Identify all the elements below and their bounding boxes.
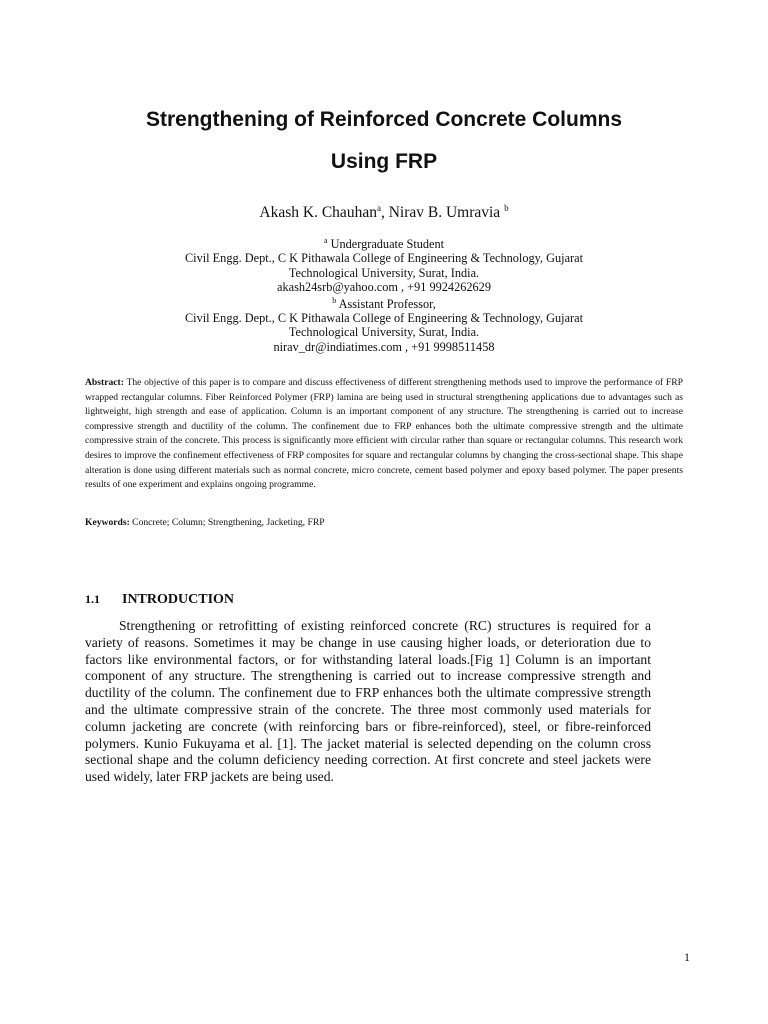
keywords-label: Keywords: (85, 517, 130, 528)
paper-title-line-1: Strengthening of Reinforced Concrete Columns (145, 108, 623, 131)
affiliations-block (0, 234, 768, 354)
author-1: Akash K. Chauhan (259, 204, 377, 222)
abstract (85, 376, 683, 493)
affiliation-a-role: $^a$ Undergraduate Student (323, 236, 445, 252)
section-heading (85, 592, 234, 608)
affiliation-b-contact: nirav_dr@indiatimes.com , +91 9998511458 (273, 339, 495, 354)
affiliation-a-mark: a (323, 236, 328, 245)
author-2-affiliation-mark: b (504, 203, 509, 213)
keywords-text: Concrete; Column; Strengthening, Jacketing, FRP (129, 517, 325, 528)
affiliation-b-line-1: Civil Engg. Dept., C K Pithawala College of Engineering & Technology, Gujarat (184, 311, 584, 326)
affiliation-a-line-1: Civil Engg. Dept., C K Pithawala College of Engineering & Technology, Gujarat (184, 251, 584, 266)
page-number: 1 (684, 950, 690, 964)
abstract-label: Abstract: (85, 377, 124, 388)
author-list (0, 203, 768, 222)
section-title: INTRODUCTION (122, 592, 235, 607)
abstract-text: The objective of this paper is to compare and discuss effectiveness of different strengthening methods used to improve the performance of FRP wrapped rectangular columns. Fiber Reinforced Polymer (FRP) lamina are being used in structural strengthening applications due to advantages such as lightweight, high strength and ease of application. Column is an important component of any structure. The strengthening is carried out to increase compressive strength and ductility of the column. The confinement due to FRP enhances both the ultimate compressive strength and the ultimate compressive strain of the concrete. This process is significantly more efficient with circular rather than square or rectangular columns. This research work desires to improve the confinement effectiveness of FRP composites for square and rectangular columns by changing the cross-sectional shape. This shape alteration is done using different materials such as normal concrete, micro concrete, cement based polymer and epoxy based polymer. The paper presents results of one experiment and explains ongoing programme. (85, 377, 683, 491)
introduction-paragraph: Strengthening or retrofitting of existing reinforced concrete (RC) structures is required for a variety of reasons. Sometimes it may be change in use causing higher loads, or deterioration due to factors like environmental factors, or for withstanding lateral loads.[Fig 1] Column is an important component of any structure. The strengthening is carried out to increase compressive strength and ductility of the column. The confinement due to FRP enhances both the ultimate compressive strength and the ultimate compressive strain of the concrete. The three most commonly used materials for column jacketing are concrete (with reinforcing bars or fibre-reinforced), steel, or fibre-reinforced polymers. Kunio Fukuyama et al. [1]. The jacket material is selected depending on the column cross sectional shape and the column deficiency needing correction. At first concrete and steel jackets were used widely, later FRP jackets are being used. (85, 618, 651, 785)
paper-title-line-2: Using FRP (330, 150, 438, 173)
author-separator: , (380, 204, 389, 222)
author-1-affiliation-mark: a (376, 203, 381, 213)
author-2: Nirav B. Umravia (388, 204, 505, 222)
affiliation-b-mark: b (332, 295, 337, 305)
affiliation-a-contact: akash24srb@yahoo.com , +91 9924262629 (277, 279, 491, 294)
affiliation-b-line-2: Technological University, Surat, India. (288, 325, 480, 340)
keywords (85, 516, 683, 530)
affiliation-b-role: $^b$ Assistant Professor, (332, 295, 436, 311)
affiliation-a-line-2: Technological University, Surat, India. (288, 265, 480, 280)
section-number: 1.1 (85, 592, 100, 606)
